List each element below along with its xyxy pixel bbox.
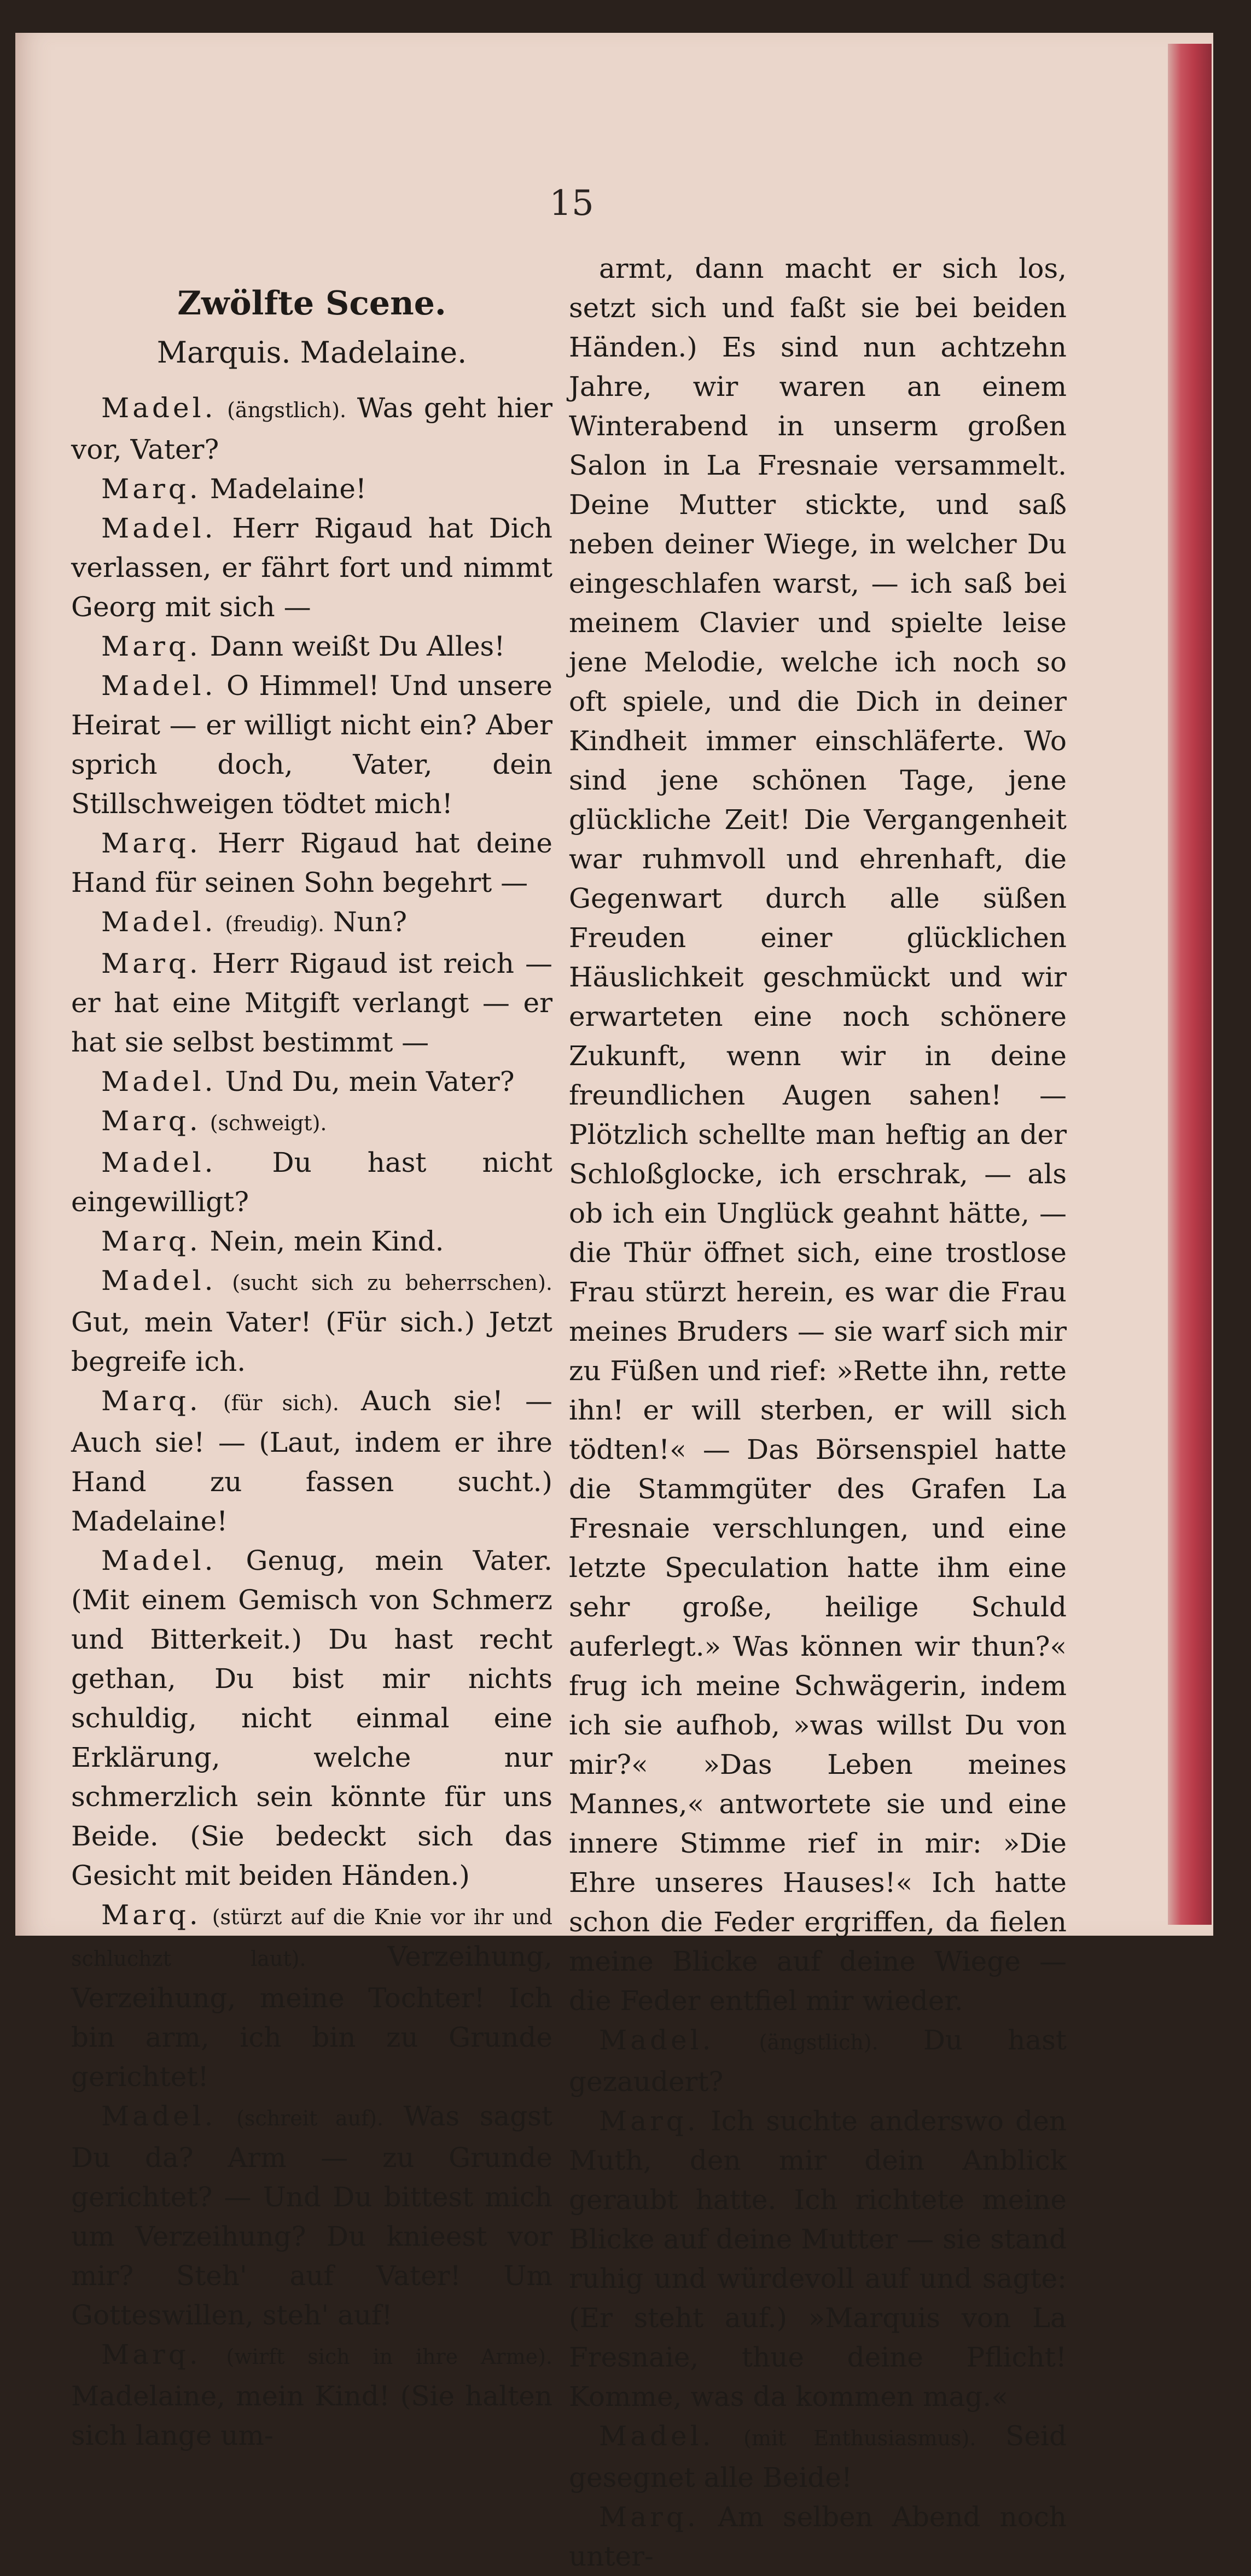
speech-paragraph	[71, 509, 552, 627]
speech-paragraph	[71, 1222, 552, 1261]
speech-paragraph	[569, 2101, 1067, 2416]
speech-paragraph	[71, 944, 552, 1062]
speech-text: Herr Rigaud ist reich — er hat eine Mitgift verlangt — er hat sie selbst bestimmt —	[71, 948, 552, 1058]
left-column	[71, 235, 552, 2455]
speech-text: O Himmel! Und unsere Heirat — er willigt nicht ein? Aber sprich doch, Vater, dein Stillschweigen tödtet mich!	[71, 670, 552, 820]
speaker-name: Marq.	[101, 473, 201, 505]
speech-text: Madelaine!	[210, 473, 366, 505]
speech-text: armt, dann macht er sich los, setzt sich und faßt sie bei beiden Händen.) Es sind nun achtzehn Jahre, wir waren an einem Winterabend in unserm großen Salon in La Fresnaie versammelt. Deine Mutter stickte, und saß neben deiner Wiege, in welcher Du eingeschlafen warst, — ich saß bei meinem Clavier und spielte leise jene Melodie, welche ich noch so oft spiele, und die Dich in deiner Kindheit immer einschläferte. Wo sind jene schönen Tage, jene glückliche Zeit! Die Vergangenheit war ruhmvoll und ehrenhaft, die Gegenwart durch alle süßen Freuden einer glücklichen Häuslichkeit geschmückt und wir erwarteten eine noch schönere Zukunft, wenn wir in deine freundlichen Augen sahen! — Plötzlich schellte man heftig an der Schloßglocke, ich erschrak, — als ob ich ein Unglück geahnt hätte, — die Thür öffnet sich, eine trostlose Frau stürzt herein, es war die Frau meines Bruders — sie warf sich mir zu Füßen und rief: »Rette ihn, rette ihn! er will sterben, er will sich tödten!« — Das Börsenspiel hatte die Stammgüter des Grafen La Fresnaie verschlungen, und eine letzte Speculation hatte ihm eine sehr große, heilige Schuld auferlegt.» Was können wir thun?« frug ich meine Schwägerin, indem ich sie aufhob, »was willst Du von mir?« »Das Leben meines Mannes,« antwortete sie und eine innere Stimme rief in mir: »Die Ehre unseres Hauses!« Ich hatte schon die Feder ergriffen, da fielen meine Blicke auf deine Wiege — die Feder entfiel mir wieder.	[569, 253, 1067, 2017]
speaker-name: Madel.	[101, 2100, 217, 2132]
stage-direction: (für sich).	[223, 1391, 339, 1415]
speaker-name: Marq.	[599, 2501, 699, 2533]
speech-paragraph	[71, 469, 552, 509]
speech-text: Am selben Abend noch unter-	[569, 2501, 1067, 2572]
speech-paragraph	[71, 2096, 552, 2335]
speaker-name: Madel.	[101, 1066, 217, 1097]
speech-paragraph	[569, 2020, 1067, 2101]
speech-text: Und Du, mein Vater?	[225, 1066, 515, 1097]
speech-paragraph	[71, 1101, 552, 1143]
stage-direction: (stürzt auf die Knie vor ihr und schluchzt laut).	[71, 1905, 552, 1971]
speech-text: Nun?	[333, 906, 408, 938]
speech-paragraph	[71, 627, 552, 666]
stage-direction: (wirft sich in ihre Arme).	[226, 2345, 552, 2369]
speech-paragraph	[71, 1541, 552, 1895]
speech-text: Was geht hier vor, Vater?	[71, 392, 552, 465]
speech-paragraph	[71, 902, 552, 944]
speech-text: Auch sie! — Auch sie! — (Laut, indem er ihre Hand zu fassen sucht.) Madelaine!	[71, 1385, 552, 1537]
speech-paragraph	[569, 249, 1067, 2020]
speech-paragraph	[71, 388, 552, 469]
page-number: 15	[549, 183, 594, 224]
speaker-name: Marq.	[101, 630, 201, 662]
speech-text: Du hast gezaudert?	[569, 2024, 1067, 2098]
speech-paragraph	[71, 1143, 552, 1222]
right-paragraphs	[569, 249, 1067, 2576]
speech-text: Du hast nicht eingewilligt?	[71, 1147, 552, 1218]
right-column	[569, 235, 1067, 2576]
speaker-name: Marq.	[101, 2339, 201, 2370]
stage-direction: (mit Enthusiasmus).	[743, 2426, 976, 2450]
speaker-name: Madel.	[101, 1545, 217, 1576]
speech-text: Nein, mein Kind.	[210, 1225, 444, 1257]
speech-text: Dann weißt Du Alles!	[210, 630, 505, 662]
stage-direction: (ängstlich).	[227, 398, 347, 422]
speech-paragraph	[71, 2335, 552, 2455]
left-paragraphs	[71, 388, 552, 2455]
speaker-name: Madel.	[101, 906, 217, 938]
stage-direction: (freudig).	[225, 912, 325, 936]
speaker-name: Madel.	[599, 2420, 714, 2452]
speaker-name: Madel.	[101, 1147, 217, 1178]
stage-direction: (sucht sich zu beherrschen).	[232, 1271, 552, 1295]
speaker-name: Marq.	[101, 1105, 201, 1137]
speech-paragraph	[569, 2497, 1067, 2576]
speech-text: Gut, mein Vater! (Für sich.) Jetzt begreife ich.	[71, 1306, 552, 1377]
speech-text: Was sagst Du da? Arm — zu Grunde gerichtet? — Und Du bittest mich um Verzeihung? Du knieest vor mir? Steh' auf Vater! Um Gotteswillen, steh' auf!	[71, 2100, 552, 2331]
speech-paragraph	[71, 1062, 552, 1101]
speech-text: Genug, mein Vater. (Mit einem Gemisch von Schmerz und Bitterkeit.) Du hast recht gethan, Du bist mir nichts schuldig, nicht einmal eine Erklärung, welche nur schmerzlich sein könnte für uns Beide. (Sie bedeckt sich das Gesicht mit beiden Händen.)	[71, 1545, 552, 1891]
stage-direction: (schreit auf).	[236, 2106, 384, 2130]
speech-text: Ich suchte anderswo den Muth, den mir dein Anblick geraubt hatte. Ich richtete meine Blicke auf deine Mutter — sie stand ruhig und würdevoll auf und sagte: (Er steht auf.) »Marquis von La Fresnaie, thue deine Pflicht! Komme, was da kommen mag.«	[569, 2105, 1067, 2413]
scene-title: Zwölfte Scene.	[177, 284, 446, 323]
speaker-name: Madel.	[599, 2024, 714, 2056]
speaker-name: Marq.	[101, 827, 201, 859]
stage-direction: (schweigt).	[210, 1111, 327, 1135]
speaker-name: Marq.	[101, 1899, 201, 1931]
speech-paragraph	[71, 1261, 552, 1381]
speech-paragraph	[71, 666, 552, 823]
speech-text: Seid gesegnet alle Beide!	[569, 2420, 1067, 2493]
stage-direction: (ängstlich).	[759, 2030, 878, 2054]
speaker-name: Madel.	[101, 392, 217, 424]
speech-paragraph	[71, 1895, 552, 2096]
speech-paragraph	[71, 1381, 552, 1541]
speech-text: Verzeihung, Verzeihung, meine Tochter! Ich bin arm, ich bin zu Grunde gerichtet!	[71, 1941, 552, 2093]
speaker-name: Madel.	[101, 1265, 217, 1296]
speech-text: Herr Rigaud hat deine Hand für seinen Sohn begehrt —	[71, 827, 552, 898]
speaker-name: Marq.	[101, 1385, 201, 1417]
speaker-name: Marq.	[101, 948, 201, 979]
speaker-name: Marq.	[101, 1225, 201, 1257]
speaker-name: Madel.	[101, 670, 217, 702]
page-edge	[1168, 44, 1212, 1925]
speaker-name: Marq.	[599, 2105, 699, 2137]
speech-text: Madelaine, mein Kind! (Sie halten sich lange um-	[71, 2380, 552, 2451]
speech-paragraph	[569, 2416, 1067, 2497]
speech-paragraph	[71, 823, 552, 902]
persons-line: Marquis. Madelaine.	[156, 335, 467, 370]
speech-text: Herr Rigaud hat Dich verlassen, er fährt fort und nimmt Georg mit sich —	[71, 512, 552, 623]
speaker-name: Madel.	[101, 512, 217, 544]
